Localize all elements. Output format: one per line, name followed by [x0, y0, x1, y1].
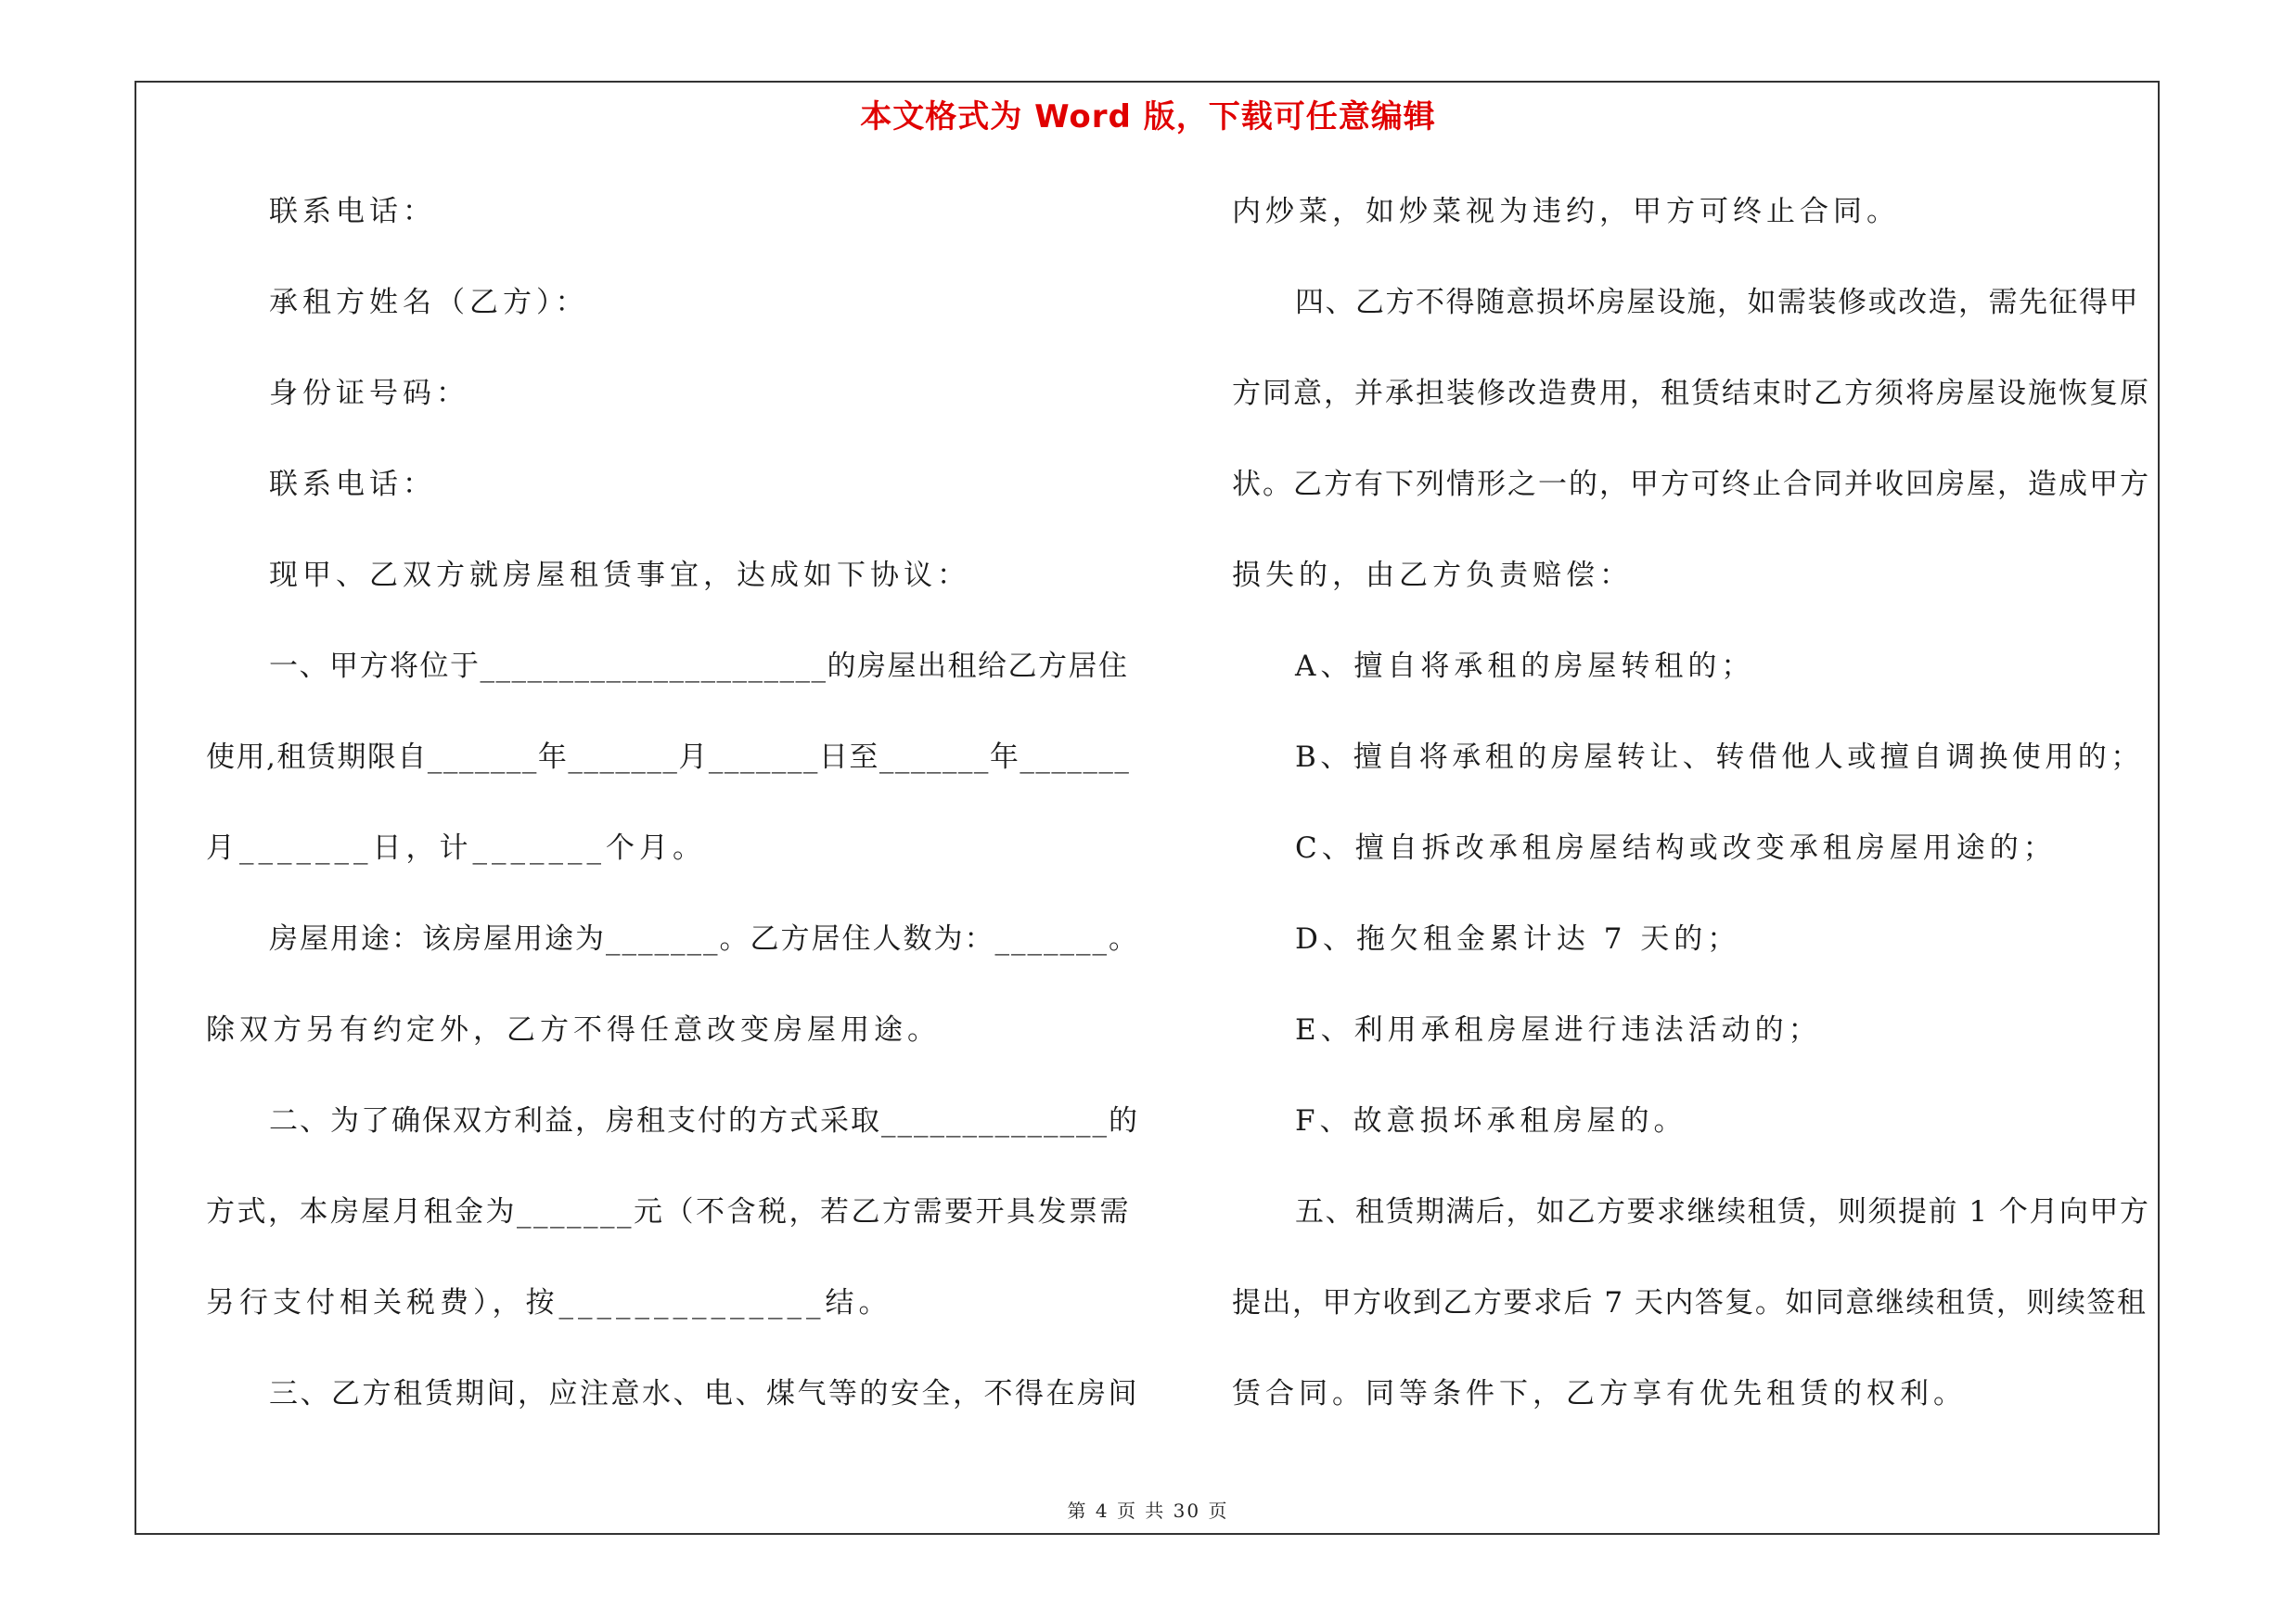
right-text-column: [1232, 184, 2150, 1457]
text-line: 损失的，由乙方负责赔偿：: [1232, 559, 1633, 592]
text-line: 状。乙方有下列情形之一的，甲方可终止合同并收回房屋，造成甲方: [1232, 468, 2150, 501]
text-line: 方式，本房屋月租金为_______元（不含税，若乙方需要开具发票需: [206, 1195, 1131, 1229]
text-line: C、擅自拆改承租房屋结构或改变承租房屋用途的；: [1295, 831, 2057, 865]
text-line: 赁合同。同等条件下，乙方享有优先租赁的权利。: [1232, 1377, 1967, 1410]
text-line: 使用,租赁期限自_______年_______月_______日至_______年_______: [206, 741, 1131, 774]
text-line: 五、租赁期满后，如乙方要求继续租赁，则须提前 1 个月向甲方: [1295, 1195, 2150, 1229]
text-line: 联系电话：: [269, 468, 436, 501]
page-number: 第 4 页 共 30 页: [1067, 1500, 1229, 1522]
text-line: E、利用承租房屋进行违法活动的；: [1295, 1013, 1822, 1047]
text-line: 三、乙方租赁期间，应注意水、电、煤气等的安全，不得在房间: [269, 1377, 1139, 1410]
left-text-column: [206, 184, 1143, 1457]
text-line: 四、乙方不得随意损坏房屋设施，如需装修或改造，需先征得甲: [1295, 286, 2139, 319]
text-line: 现甲、乙双方就房屋租赁事宜，达成如下协议：: [269, 559, 970, 592]
text-line: 联系电话：: [269, 195, 436, 228]
text-line: 房屋用途：该房屋用途为_______。乙方居住人数为：_______。: [269, 922, 1139, 956]
text-line: 一、甲方将位于______________________的房屋出租给乙方居住: [269, 650, 1129, 683]
text-line: 除双方另有约定外，乙方不得任意改变房屋用途。: [206, 1013, 941, 1047]
text-line: 月_______日，计_______个月。: [206, 831, 706, 865]
text-line: D、拖欠租金累计达 7 天的；: [1295, 922, 1741, 956]
text-line: 提出，甲方收到乙方要求后 7 天内答复。如同意继续租赁，则续签租: [1232, 1286, 2148, 1320]
text-line: B、擅自将承租的房屋转让、转借他人或擅自调换使用的；: [1295, 741, 2144, 774]
text-line: 方同意，并承担装修改造费用，租赁结束时乙方须将房屋设施恢复原: [1232, 377, 2150, 410]
format-banner: 本文格式为 Word 版，下载可任意编辑: [860, 98, 1436, 135]
text-line: 承租方姓名（乙方）：: [269, 286, 589, 319]
text-line: A、擅自将承租的房屋转租的；: [1295, 650, 1755, 683]
text-line: 另行支付相关税费），按______________结。: [206, 1286, 892, 1320]
text-line: F、故意损坏承租房屋的。: [1295, 1104, 1687, 1138]
text-line: 身份证号码：: [269, 377, 469, 410]
text-line: 内炒菜，如炒菜视为违约，甲方可终止合同。: [1232, 195, 1900, 228]
text-line: 二、为了确保双方利益，房租支付的方式采取______________的: [269, 1104, 1139, 1138]
